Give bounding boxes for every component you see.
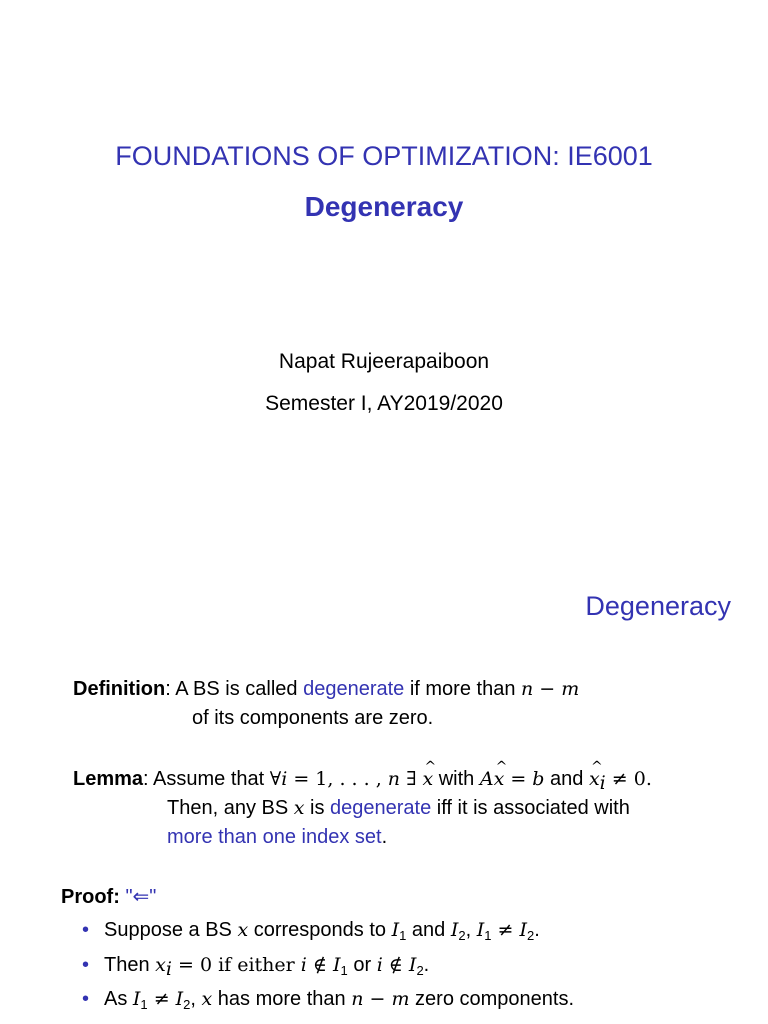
proof-bullet-2: • Then $x_i = 0$ if either i ∉ $I_1$ or i ∉ $I_2$. — [82, 954, 430, 980]
semester-label: Semester I, AY2019/2020 — [265, 392, 503, 415]
definition-label: Definition — [73, 678, 166, 700]
index-set-term: more than one index set — [167, 826, 382, 848]
bullet-icon: • — [82, 988, 90, 1010]
lemma-line-3: more than one index set. — [167, 826, 388, 848]
frame-title: Degeneracy — [585, 591, 731, 621]
lemma-line-1: Lemma: Assume that ∀i = 1, . . . , n ∃ ^ x with A^ x = b and ^ $x_i \ne 0$. — [73, 768, 652, 791]
proof-direction: "⇐" — [125, 886, 157, 908]
definition-line-1: Definition: A BS is called degenerate if more than n − m — [73, 678, 580, 700]
proof-bullet-1: • Suppose a BS x corresponds to $I_1$ and $I_2$, $I_1 \ne I_2$. — [82, 919, 540, 943]
proof-bullet-3: • As $I_1 \ne I_2$, x has more than n − m zero components. — [82, 988, 575, 1012]
lemma-label: Lemma — [73, 768, 144, 790]
degenerate-term: degenerate — [303, 678, 405, 700]
bullet-icon: • — [82, 954, 90, 976]
proof-label: Proof: — [61, 886, 120, 908]
author-name: Napat Rujeerapaiboon — [278, 350, 490, 373]
degenerate-term-lemma: degenerate — [330, 797, 432, 819]
definition-line-2: of its components are zero. — [192, 707, 434, 729]
bullet-icon: • — [82, 919, 90, 941]
course-title: FOUNDATIONS OF OPTIMIZATION: IE6001 — [115, 141, 653, 171]
lemma-line-2: Then, any BS x is degenerate iff it is associated with — [167, 797, 630, 819]
proof-heading — [61, 884, 156, 909]
lecture-title: Degeneracy — [304, 191, 464, 222]
